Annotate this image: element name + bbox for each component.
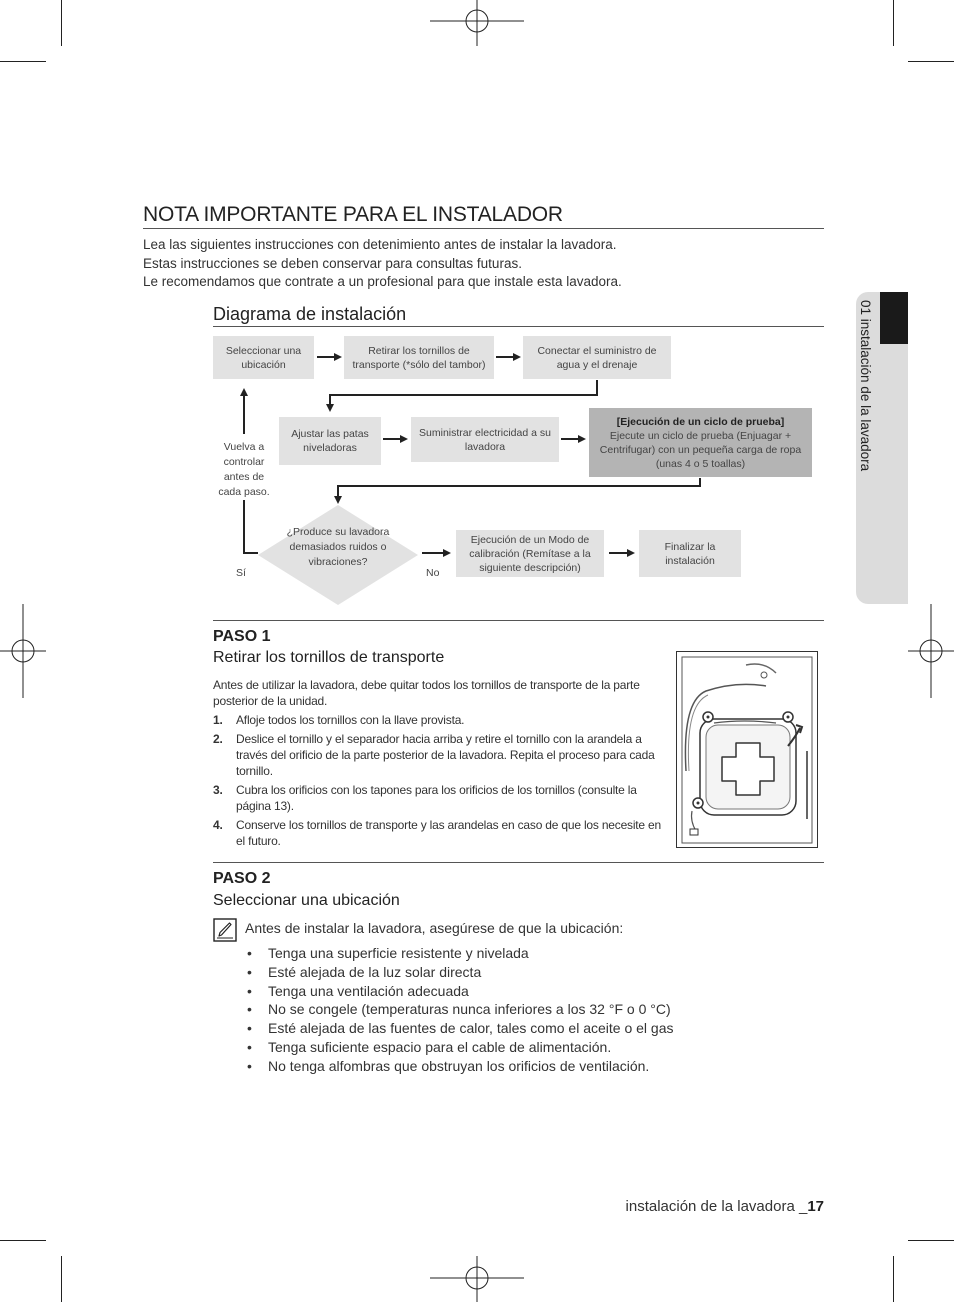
- intro-line: Lea las siguientes instrucciones con detenimiento antes de instalar la lavadora.: [143, 237, 617, 252]
- test-cycle-title: [Ejecución de un ciclo de prueba]: [616, 415, 785, 428]
- step-number: 3.: [213, 783, 223, 797]
- paso1-intro: Antes de utilizar la lavadora, debe quitar todos los tornillos de transporte de la parte posterior de la unidad.: [213, 678, 640, 708]
- paso1-rule: [213, 620, 824, 621]
- bullet-text: No tenga alfombras que obstruyan los orificios de ventilación.: [268, 1058, 650, 1074]
- paso1-step: [213, 817, 663, 849]
- decision-text: ¿Produce su lavadora demasiados ruidos o vibraciones?: [286, 526, 390, 568]
- step-number: 4.: [213, 818, 223, 832]
- page-number: 17: [807, 1198, 824, 1215]
- bullet-text: No se congele (temperaturas nunca inferiores a los 32 °F o 0 °C): [268, 1001, 671, 1017]
- location-bullet: • No se congele (temperaturas nunca inferiores a los 32 °F o 0 °C): [247, 1001, 671, 1017]
- paso2-subtitle: Seleccionar una ubicación: [213, 892, 400, 909]
- bullet-text: Esté alejada de las fuentes de calor, tales como el aceite o el gas: [268, 1020, 674, 1036]
- paso1-subtitle: Retirar los tornillos de transporte: [213, 649, 445, 666]
- flow-box-select-location: Seleccionar una ubicación: [213, 336, 314, 379]
- intro-line: Estas instrucciones se deben conservar para consultas futuras.: [143, 255, 522, 271]
- chapter-tab-label: 01 instalación de la lavadora: [858, 300, 873, 472]
- bullet-text: Tenga una ventilación adecuada: [268, 983, 469, 999]
- paso1-step: [213, 782, 663, 814]
- flow-box-test-cycle: [589, 408, 812, 477]
- no-label: No: [426, 567, 440, 579]
- page-footer: [626, 1198, 824, 1215]
- location-bullet: • Esté alejada de la luz solar directa: [247, 964, 482, 980]
- step-text: Deslice el tornillo y el separador hacia arriba y retire el tornillo con la arandela a través del orificio de la parte posterior de la lavadora. Repita el proceso para cada tornillo.: [236, 732, 655, 778]
- flow-box-supply-power: Suministrar electricidad a su lavadora: [411, 417, 559, 462]
- flow-box-remove-bolts: Retirar los tornillos de transporte (*sólo del tambor): [344, 336, 494, 379]
- bullet-text: Tenga suficiente espacio para el cable de alimentación.: [268, 1039, 612, 1055]
- paso2-rule: [213, 862, 824, 863]
- paso2-note: Antes de instalar la lavadora, asegúrese de que la ubicación:: [245, 920, 624, 936]
- bullet-text: Tenga una superficie resistente y nivelada: [268, 945, 529, 961]
- crop-mark: [908, 1240, 954, 1241]
- location-bullet: • No tenga alfombras que obstruyan los orificios de ventilación.: [247, 1058, 650, 1074]
- crop-mark: [893, 1256, 894, 1302]
- location-bullet: • Esté alejada de las fuentes de calor, tales como el aceite o el gas: [247, 1020, 674, 1036]
- step-number: 2.: [213, 732, 223, 746]
- flow-box-connect-water: Conectar el suministro de agua y el drenaje: [523, 336, 671, 379]
- bullet-text: Esté alejada de la luz solar directa: [268, 964, 482, 980]
- registration-mark-bottom: [430, 1256, 524, 1302]
- step-text: Conserve los tornillos de transporte y las arandelas en caso de que los necesite en el futuro.: [236, 818, 661, 848]
- washer-back-illustration: [676, 651, 818, 849]
- step-text: Afloje todos los tornillos con la llave provista.: [236, 713, 465, 727]
- flow-box-adjust-legs: Ajustar las patas niveladoras: [279, 417, 381, 465]
- location-bullet: • Tenga suficiente espacio para el cable de alimentación.: [247, 1039, 612, 1055]
- loop-label: Vuelva a controlar antes de cada paso.: [218, 441, 270, 498]
- flow-box-calibration: Ejecución de un Modo de calibración (Remítase a la siguiente descripción): [456, 530, 604, 577]
- step-number: 1.: [213, 713, 223, 727]
- location-bullet: • Tenga una ventilación adecuada: [247, 983, 469, 999]
- crop-mark: [61, 1256, 62, 1302]
- diagram-title: Diagrama de instalación: [213, 304, 407, 324]
- note-icon: [213, 918, 237, 942]
- paso1-step: [213, 731, 663, 779]
- paso1-step: [213, 712, 663, 728]
- paso1-title: PASO 1: [213, 628, 271, 645]
- test-cycle-body: Ejecute un ciclo de prueba (Enjuagar + Centrifugar) con un pequeña carga de ropa (unas 4 o 5 toallas): [599, 429, 802, 470]
- location-bullet: • Tenga una superficie resistente y nivelada: [247, 945, 529, 961]
- paso2-title: PASO 2: [213, 870, 271, 887]
- step-text: Cubra los orificios con los tapones para los orificios de los tornillos (consulte la página 13).: [236, 783, 637, 813]
- yes-label: Sí: [236, 567, 246, 579]
- footer-text: instalación de la lavadora _: [625, 1198, 808, 1215]
- intro-line: Le recomendamos que contrate a un profesional para que instale esta lavadora.: [143, 274, 622, 289]
- crop-mark: [0, 1240, 46, 1241]
- flow-box-finish: Finalizar la instalación: [639, 530, 741, 577]
- page-title: NOTA IMPORTANTE PARA EL INSTALADOR: [143, 203, 563, 226]
